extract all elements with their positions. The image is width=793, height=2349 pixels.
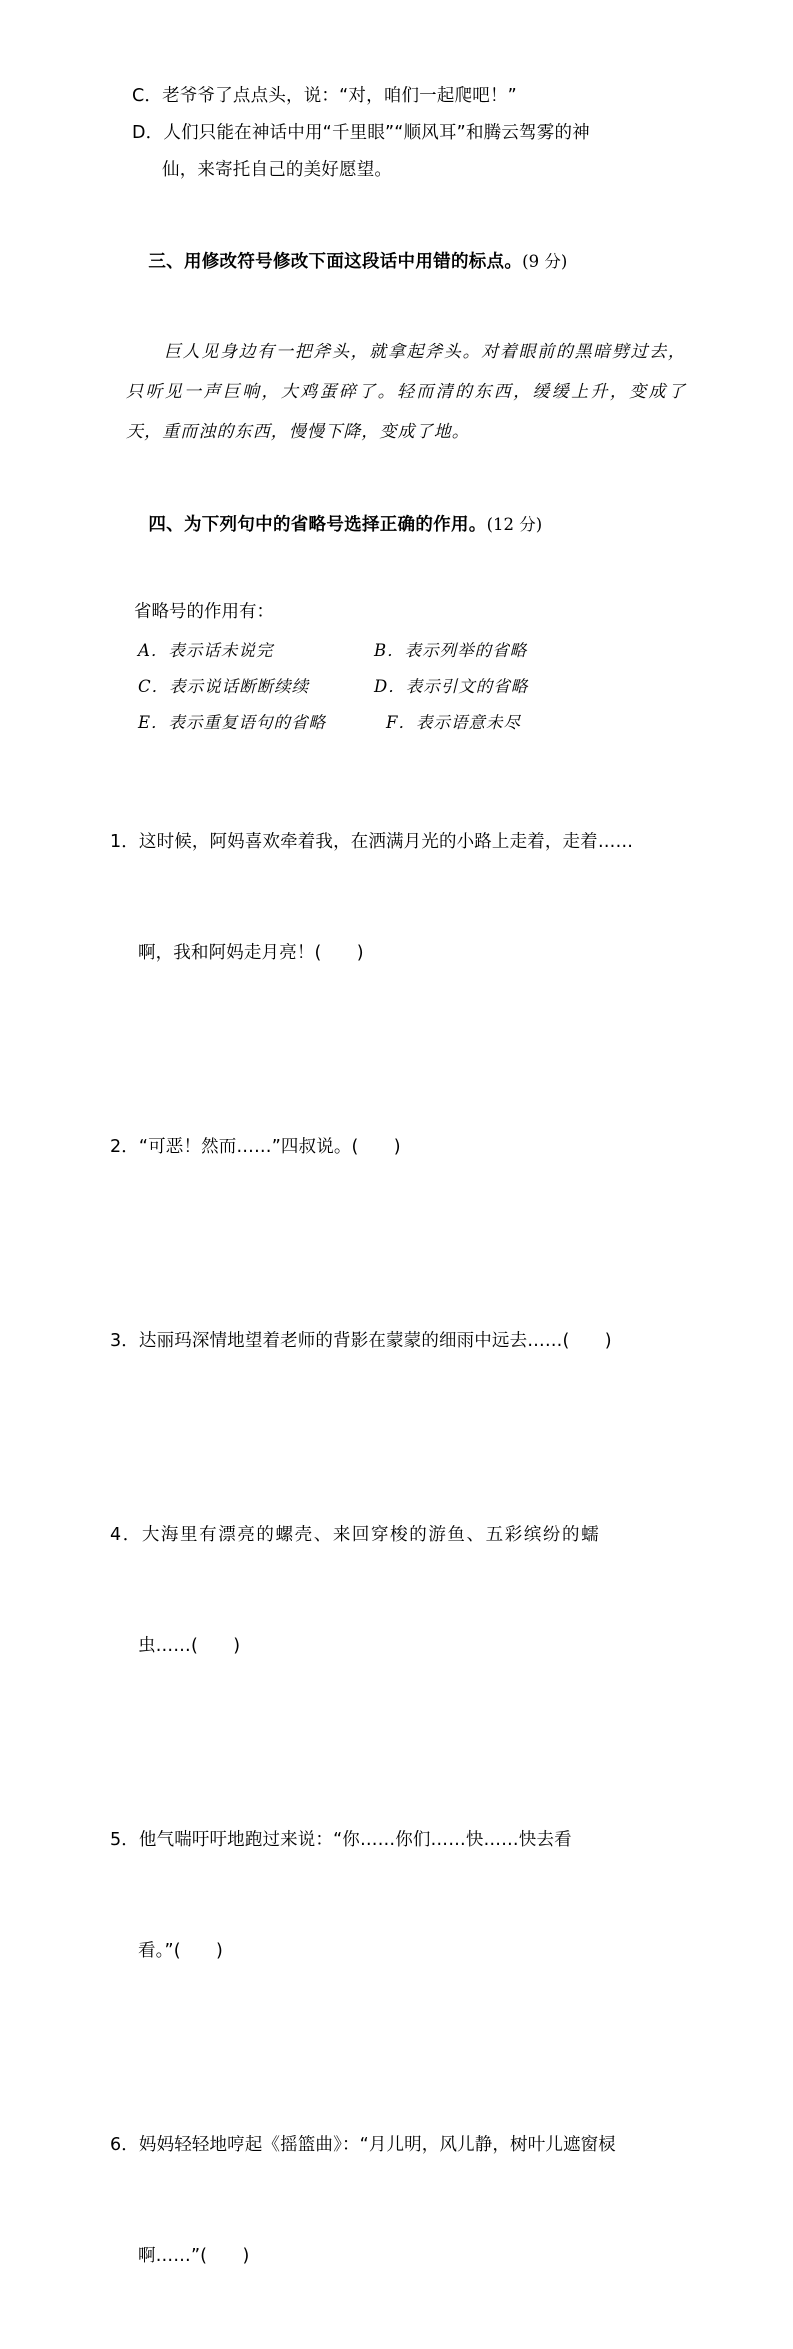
option-a: A．表示话未说完 [138, 641, 274, 660]
question-2 [110, 1055, 690, 1240]
question-6-line-1: 6．妈妈轻轻地哼起《摇篮曲》：“月儿明，风儿静，树叶儿遮窗棂 [110, 2135, 616, 2155]
option-row-ab [138, 633, 690, 669]
question-3-line-1: 3．达丽玛深情地望着老师的背影在蒙蒙的细雨中远去……( ) [110, 1331, 612, 1351]
option-e: E．表示重复语句的省略 [138, 713, 327, 732]
question-1 [110, 750, 690, 1046]
option-row-cd [138, 669, 690, 705]
question-4-line-2: 虫……( ) [138, 1636, 241, 1656]
question-5-line-2: 看。”( ) [138, 1941, 224, 1961]
choice-option-d-continuation: 仙，来寄托自己的美好愿望。 [162, 160, 393, 180]
section-four-score: (12 分) [486, 515, 543, 534]
option-d: D．表示引文的省略 [374, 677, 529, 696]
option-b: B．表示列举的省略 [374, 641, 528, 660]
option-row-ef [138, 705, 690, 741]
section-three-title: 三、用修改符号修改下面这段话中用错的标点。 [148, 252, 523, 272]
ellipsis-option-grid [110, 633, 690, 741]
ellipsis-usage-label: 省略号的作用有： [134, 602, 274, 622]
section-three-passage: 巨人见身边有一把斧头，就拿起斧头。对着眼前的黑暗劈过去，只听见一声巨响，大鸡蛋碎了。轻而清的东西，缓缓上升，变成了天，重而浊的东西，慢慢下降，变成了地。 [126, 342, 686, 442]
question-4 [110, 1443, 690, 1739]
option-f: F．表示语意未尽 [386, 713, 521, 732]
section-three-heading [110, 202, 690, 322]
section-four-heading [110, 465, 690, 585]
question-6 [110, 2053, 690, 2349]
choice-option-c: C．老爷爷了点点头，说：“对，咱们一起爬吧！” [132, 86, 517, 106]
option-c: C．表示说话断断续续 [138, 677, 310, 696]
section-four-title: 四、为下列句中的省略号选择正确的作用。 [148, 515, 487, 535]
question-5 [110, 1748, 690, 2044]
page-content [110, 78, 690, 2349]
question-5-line-1: 5．他气喘吁吁地跑过来说：“你……你们……快……快去看 [110, 1830, 572, 1850]
question-1-line-1: 1．这时候，阿妈喜欢牵着我，在洒满月光的小路上走着，走着…… [110, 832, 634, 852]
question-1-line-2: 啊，我和阿妈走月亮！( ) [138, 943, 364, 963]
question-4-line-1: 4．大海里有漂亮的螺壳、来回穿梭的游鱼、五彩缤纷的蠕 [110, 1525, 601, 1545]
choice-option-d: D．人们只能在神话中用“千里眼”“顺风耳”和腾云驾雾的神 [132, 123, 590, 143]
question-3 [110, 1249, 690, 1434]
question-6-line-2: 啊……”( ) [138, 2246, 250, 2266]
section-three-score: (9 分) [522, 252, 568, 271]
question-2-line-1: 2．“可恶！然而……”四叔说。( ) [110, 1137, 401, 1157]
